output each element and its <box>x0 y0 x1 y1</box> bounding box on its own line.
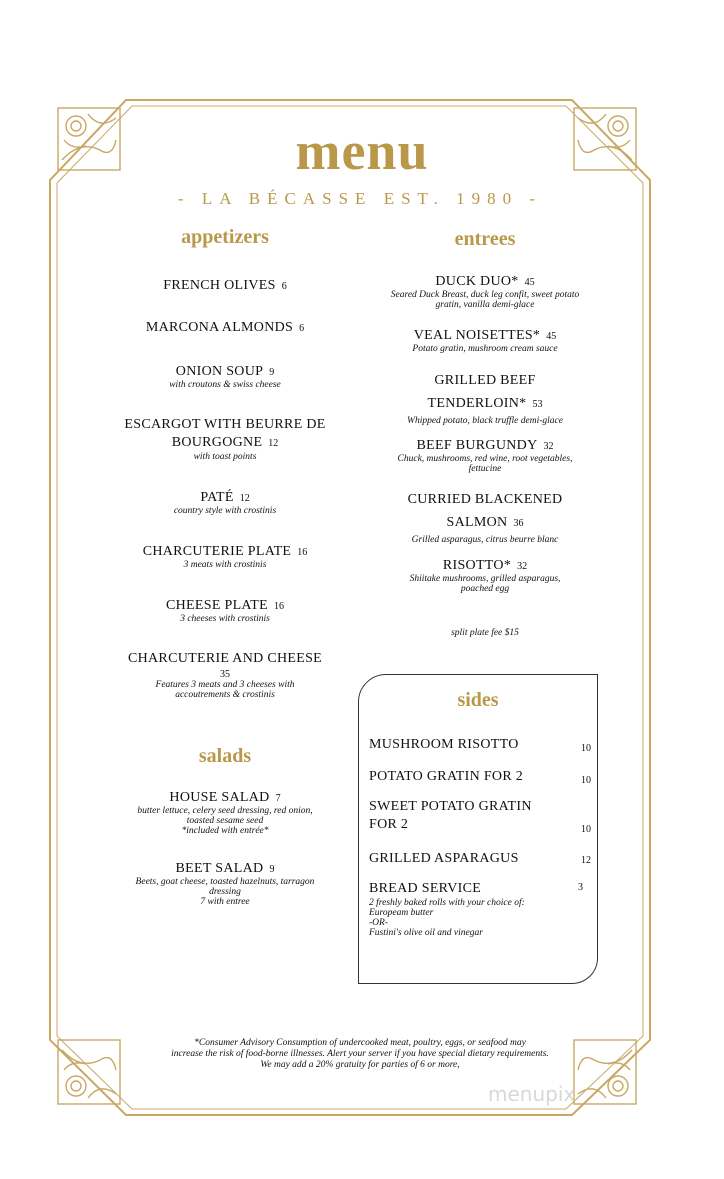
item-price: 35 <box>220 669 230 680</box>
menu-item-onion-soup <box>100 362 350 390</box>
menu-item-cheese-plate <box>100 596 350 624</box>
side-item-sweet-potato-gratin <box>369 798 591 834</box>
item-price: 7 <box>275 793 281 804</box>
item-name: FRENCH OLIVES <box>163 278 276 293</box>
menu-item-charcuterie-and-cheese <box>100 651 350 700</box>
appetizers-heading: appetizers <box>181 226 269 248</box>
side-item-bread-service <box>369 880 591 938</box>
item-description: country style with crostinis <box>173 506 277 516</box>
item-price: 53 <box>532 399 543 410</box>
item-description-line1: Chuck, mushrooms, red wine, root vegetables, <box>397 454 573 464</box>
item-description-line1: Seared Duck Breast, duck leg confit, sweet potato <box>390 290 580 300</box>
item-description-line3: *included with entrée* <box>181 826 269 836</box>
menu-item-grilled-beef-tenderloin <box>360 370 610 426</box>
item-description-line2: dressing <box>209 887 241 897</box>
item-price: 3 <box>578 882 583 893</box>
consumer-advisory <box>100 1038 620 1071</box>
item-price: 10 <box>581 824 591 835</box>
advisory-line2: increase the risk of food-borne illnesses. Alert your server if you have special dietary requirements. <box>171 1049 549 1059</box>
item-description-line2: gratin, vanilla demi-glace <box>435 300 535 310</box>
item-name: BREAD SERVICE <box>369 881 482 896</box>
item-price: 6 <box>281 281 287 292</box>
item-price: 16 <box>274 601 284 612</box>
menu-item-charcuterie-plate <box>100 542 350 570</box>
menu-item-risotto <box>360 556 610 594</box>
item-name: CHEESE PLATE <box>166 598 268 613</box>
item-description: 3 cheeses with crostinis <box>180 614 270 624</box>
menu-item-duck-duo <box>360 272 610 310</box>
split-plate-note: split plate fee $15 <box>451 628 519 638</box>
side-item-potato-gratin <box>369 767 591 786</box>
item-description-line2: toasted sesame seed <box>186 816 264 826</box>
menu-item-pate <box>100 488 350 516</box>
item-name: DUCK DUO* <box>435 274 519 289</box>
item-name-line1: CURRIED BLACKENED <box>407 492 563 507</box>
item-name-line1: SWEET POTATO GRATIN <box>369 799 532 814</box>
item-name: CHARCUTERIE AND CHEESE <box>127 651 323 666</box>
item-name: POTATO GRATIN FOR 2 <box>369 769 524 784</box>
item-name: BEEF BURGUNDY <box>416 438 538 453</box>
sides-box <box>358 674 598 984</box>
item-description: with croutons & swiss cheese <box>169 380 281 390</box>
item-price: 45 <box>524 277 535 288</box>
item-price: 12 <box>239 493 250 504</box>
item-price: 12 <box>268 438 279 449</box>
item-description: with toast points <box>193 452 257 462</box>
item-price: 6 <box>299 323 305 334</box>
menu-item-veal-noisettes <box>360 326 610 354</box>
item-price: 10 <box>581 743 591 754</box>
restaurant-subtitle: - LA BÉCASSE EST. 1980 - <box>177 189 543 208</box>
menu-item-house-salad <box>100 788 350 836</box>
item-price: 9 <box>269 367 275 378</box>
item-name: PATÉ <box>200 490 234 505</box>
item-description-line3: 7 with entree <box>200 897 250 907</box>
entrees-heading: entrees <box>454 228 516 250</box>
side-item-grilled-asparagus <box>369 849 591 868</box>
item-name-line2: TENDERLOIN* <box>427 396 527 411</box>
salads-heading: salads <box>198 745 252 767</box>
item-description-line2: Europeam butter <box>369 908 434 918</box>
item-name: VEAL NOISETTES* <box>413 328 541 343</box>
item-description-line2: accoutrements & crostinis <box>175 690 275 700</box>
item-description-line1: Features 3 meats and 3 cheeses with <box>155 680 295 690</box>
item-name-line1: ESCARGOT WITH BEURRE DE <box>124 417 326 432</box>
advisory-line1: *Consumer Advisory Consumption of undercooked meat, poultry, eggs, or seafood may <box>194 1038 526 1048</box>
item-description-line2: fettucine <box>468 464 502 474</box>
item-name: HOUSE SALAD <box>169 790 270 805</box>
item-description-line2: poached egg <box>460 584 510 594</box>
item-description-line3: -OR- <box>369 918 388 928</box>
advisory-line3: We may add a 20% gratuity for parties of 6 or more, <box>260 1060 460 1070</box>
item-description: Grilled asparagus, citrus beurre blanc <box>411 535 559 545</box>
item-price: 12 <box>581 855 591 866</box>
item-price: 16 <box>297 547 308 558</box>
item-price: 10 <box>581 775 591 786</box>
item-name: GRILLED ASPARAGUS <box>369 851 519 866</box>
menu-item-beet-salad <box>100 859 350 907</box>
item-price: 32 <box>517 561 528 572</box>
item-name-line2: BOURGOGNE <box>171 435 263 450</box>
item-description-line1: butter lettuce, celery seed dressing, red onion, <box>137 806 313 816</box>
item-name: RISOTTO* <box>442 558 512 573</box>
item-description: Potato gratin, mushroom cream sauce <box>412 344 558 354</box>
item-name-line2: FOR 2 <box>369 817 409 832</box>
menu-item-curried-blackened-salmon <box>360 489 610 545</box>
item-name: MARCONA ALMONDS <box>145 320 294 335</box>
menu-item-escargot <box>100 416 350 462</box>
item-description-line1: Shiitake mushrooms, grilled asparagus, <box>409 574 561 584</box>
item-description-line1: 2 freshly baked rolls with your choice of: <box>369 898 525 908</box>
item-description-line1: Beets, goat cheese, toasted hazelnuts, tarragon <box>135 877 315 887</box>
item-price: 32 <box>543 441 554 452</box>
menu-item-beef-burgundy <box>360 436 610 474</box>
item-name-line2: SALMON <box>446 515 508 530</box>
menu-title: menu <box>295 121 429 181</box>
watermark-logo: menupix <box>488 1082 576 1106</box>
menu-item-french-olives <box>100 276 350 294</box>
item-name: CHARCUTERIE PLATE <box>142 544 292 559</box>
item-price: 36 <box>513 518 524 529</box>
item-name: ONION SOUP <box>175 364 264 379</box>
item-price: 9 <box>269 864 275 875</box>
item-name-line1: GRILLED BEEF <box>434 373 536 388</box>
item-price: 45 <box>546 331 557 342</box>
item-name: BEET SALAD <box>175 861 264 876</box>
item-name: MUSHROOM RISOTTO <box>369 737 519 752</box>
side-item-mushroom-risotto <box>369 735 591 754</box>
item-description: 3 meats with crostinis <box>183 560 267 570</box>
item-description-line4: Fustini's olive oil and vinegar <box>369 928 483 938</box>
item-description: Whipped potato, black truffle demi-glace <box>407 416 563 426</box>
menu-item-marcona-almonds <box>100 318 350 336</box>
sides-heading: sides <box>457 689 499 711</box>
